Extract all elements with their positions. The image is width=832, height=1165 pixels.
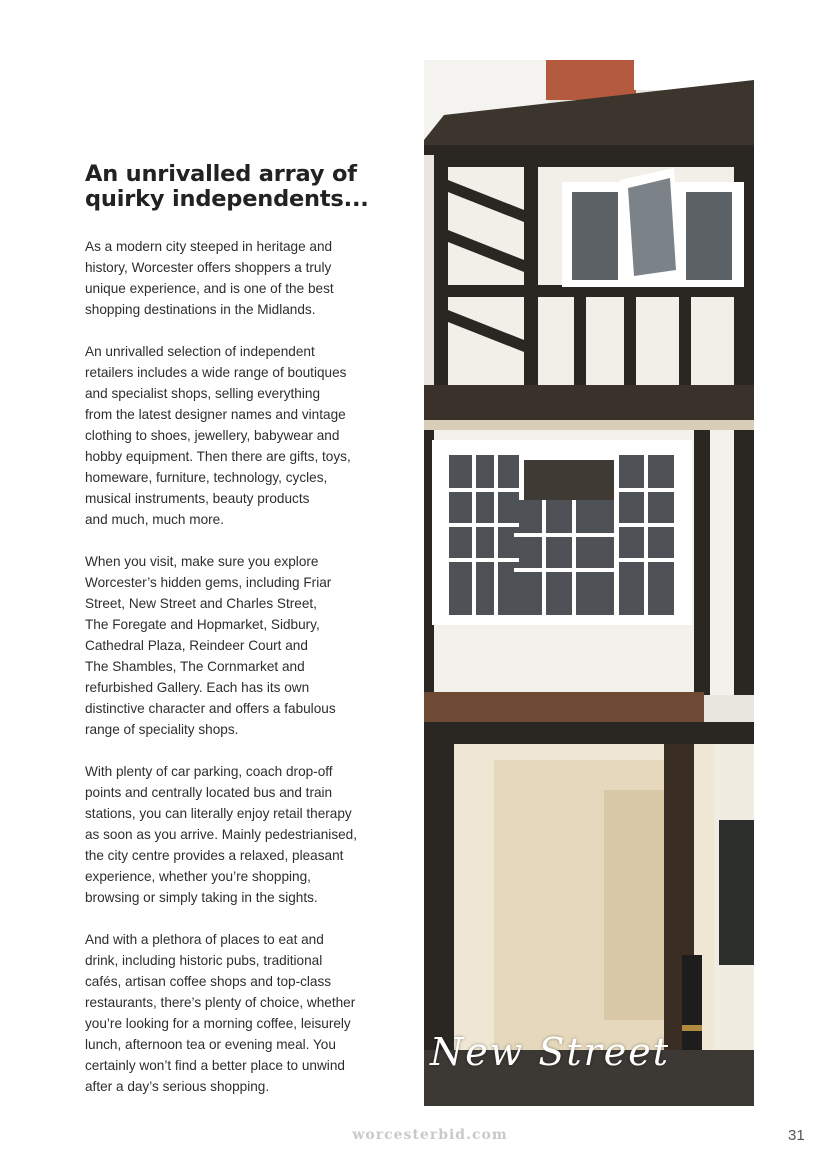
text-line: certainly won’t find a better place to unwind <box>85 1058 345 1073</box>
article-body <box>85 236 405 1118</box>
footer-website: worcesterbid.com <box>352 1127 508 1143</box>
heading-line-1: An unrivalled array of <box>85 161 357 187</box>
text-line: distinctive character and offers a fabulous <box>85 701 336 716</box>
text-line: musical instruments, beauty products <box>85 491 310 506</box>
text-line: after a day’s serious shopping. <box>85 1079 270 1094</box>
text-line: With plenty of car parking, coach drop-off <box>85 764 333 779</box>
text-line: browsing or simply taking in the sights. <box>85 890 318 905</box>
text-line: hobby equipment. Then there are gifts, toys, <box>85 449 351 464</box>
text-line: When you visit, make sure you explore <box>85 554 319 569</box>
text-line: stations, you can literally enjoy retail therapy <box>85 806 352 821</box>
text-line: unique experience, and is one of the best <box>85 281 334 296</box>
paragraph-food-drink <box>85 929 405 1097</box>
text-line: history, Worcester offers shoppers a truly <box>85 260 332 275</box>
text-line: points and centrally located bus and train <box>85 785 333 800</box>
text-line: Cathedral Plaza, Reindeer Court and <box>85 638 308 653</box>
text-line: and much, much more. <box>85 512 225 527</box>
paragraph-hidden-gems <box>85 551 405 740</box>
text-line: And with a plethora of places to eat and <box>85 932 324 947</box>
text-line: experience, whether you’re shopping, <box>85 869 311 884</box>
text-line: cafés, artisan coffee shops and top-class <box>85 974 332 989</box>
text-line: and specialist shops, selling everything <box>85 386 321 401</box>
text-line: you’re looking for a morning coffee, leisurely <box>85 1016 351 1031</box>
text-line: the city centre provides a relaxed, pleasant <box>85 848 344 863</box>
text-line: An unrivalled selection of independent <box>85 344 315 359</box>
text-line: as soon as you arrive. Mainly pedestrianised, <box>85 827 358 842</box>
page-number: 31 <box>788 1127 805 1144</box>
paragraph-transport <box>85 761 405 908</box>
text-line: retailers includes a wide range of boutiques <box>85 365 347 380</box>
text-line: The Foregate and Hopmarket, Sidbury, <box>85 617 320 632</box>
heading-line-2: quirky independents... <box>85 186 369 212</box>
text-line: clothing to shoes, jewellery, babywear and <box>85 428 340 443</box>
text-line: refurbished Gallery. Each has its own <box>85 680 310 695</box>
text-line: range of speciality shops. <box>85 722 239 737</box>
text-line: Worcester’s hidden gems, including Friar <box>85 575 332 590</box>
text-line: shopping destinations in the Midlands. <box>85 302 316 317</box>
text-line: Street, New Street and Charles Street, <box>85 596 317 611</box>
text-line: drink, including historic pubs, traditional <box>85 953 323 968</box>
text-line: from the latest designer names and vintage <box>85 407 346 422</box>
paragraph-retailers <box>85 341 405 530</box>
new-street-photo <box>424 60 754 1106</box>
text-line: As a modern city steeped in heritage and <box>85 239 333 254</box>
text-line: restaurants, there’s plenty of choice, whether <box>85 995 356 1010</box>
paragraph-intro <box>85 236 405 320</box>
article-heading <box>85 162 385 212</box>
text-line: homeware, furniture, technology, cycles, <box>85 470 328 485</box>
photo-caption: New Street <box>430 1030 671 1074</box>
tudor-building-illustration <box>424 60 754 1106</box>
text-line: The Shambles, The Cornmarket and <box>85 659 305 674</box>
text-line: lunch, afternoon tea or evening meal. You <box>85 1037 336 1052</box>
